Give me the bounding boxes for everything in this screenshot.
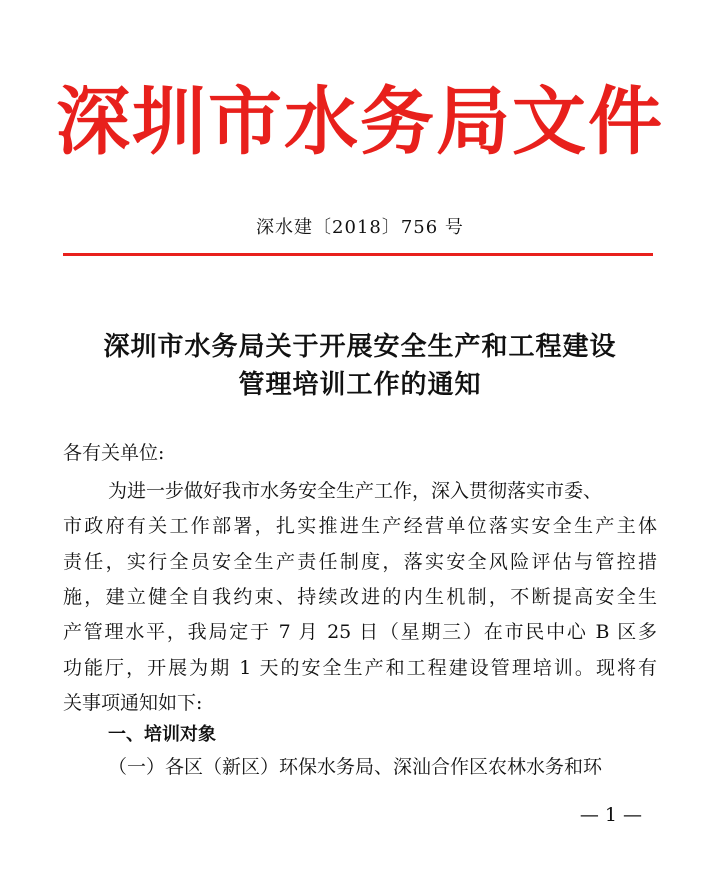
masthead-title: 深圳市水务局文件 (56, 79, 664, 165)
section-heading-1: 一、培训对象 (108, 724, 216, 745)
paragraph-line-2: 市政府有关工作部署，扎实推进生产经营单位落实安全生产主体 (63, 515, 657, 537)
salutation: 各有关单位: (63, 442, 165, 464)
paragraph-line-7: 关事项通知如下: (63, 692, 203, 714)
notice-title-line-2: 管理培训工作的通知 (238, 370, 482, 400)
document-number: 深水建〔2018〕756 号 (256, 217, 464, 238)
paragraph-line-1: 为进一步做好我市水务安全生产工作，深入贯彻落实市委、 (108, 480, 603, 502)
paragraph-line-6: 功能厅，开展为期 1 天的安全生产和工程建设管理培训。现将有 (63, 657, 657, 679)
paragraph-line-4: 施，建立健全自我约束、持续改进的内生机制，不断提高安全生 (63, 586, 657, 608)
paragraph-line-5: 产管理水平，我局定于 7 月 25 日（星期三）在市民中心 B 区多 (63, 621, 657, 643)
page-number: — 1 — (579, 804, 642, 826)
notice-title-line-1: 深圳市水务局关于开展安全生产和工程建设 (103, 332, 617, 362)
paragraph-line-3: 责任，实行全员安全生产责任制度，落实安全风险评估与管控措 (63, 551, 657, 573)
section-1-item-1: （一）各区（新区）环保水务局、深汕合作区农林水务和环 (108, 756, 603, 778)
red-divider-line (63, 253, 653, 256)
